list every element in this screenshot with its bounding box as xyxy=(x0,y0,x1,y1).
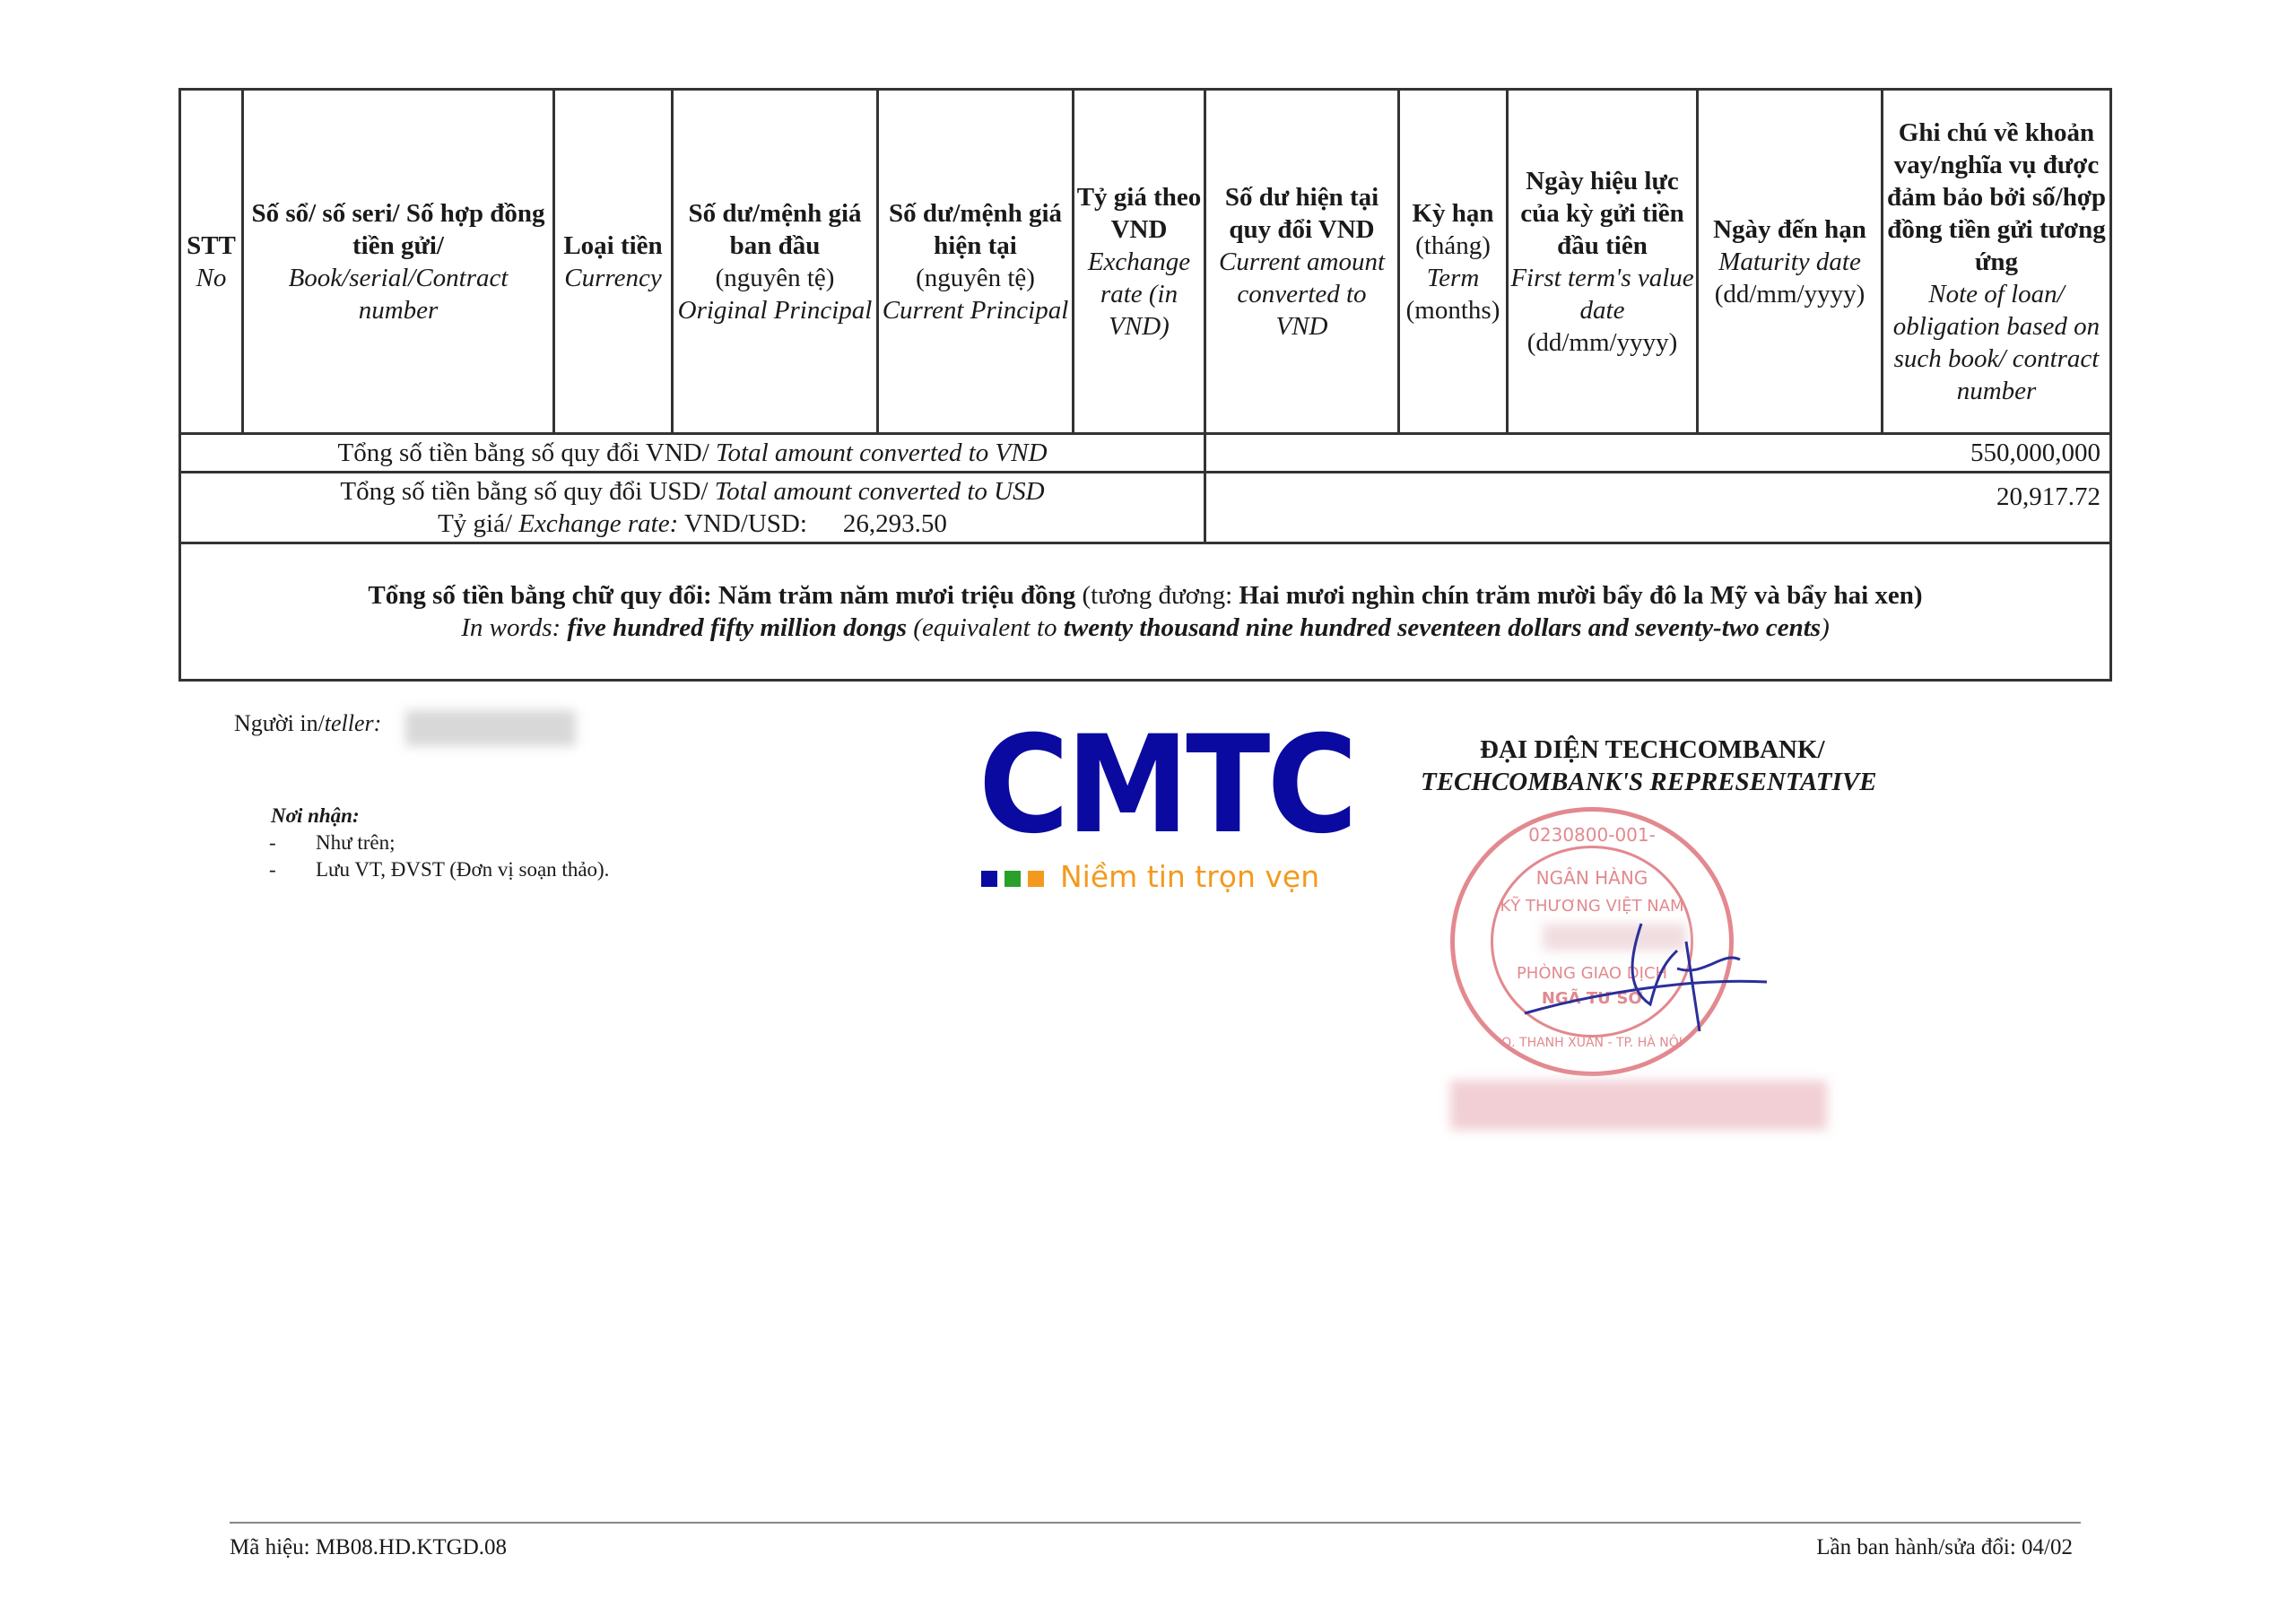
header-vi: Số sổ/ số seri/ Số hợp đồng tiền gửi/ xyxy=(251,198,545,260)
stamp-text: Q. THANH XUÂN - TP. HÀ NỘI xyxy=(1501,1036,1683,1050)
logo-tagline xyxy=(981,859,1319,895)
revision-number: Lần ban hành/sửa đổi: 04/02 xyxy=(1816,1535,2073,1559)
stamp-text: NGÂN HÀNG xyxy=(1535,867,1648,889)
recipient-item: - Như trên; xyxy=(269,831,396,854)
redacted-teller-name xyxy=(405,710,576,746)
header-en-sub: (dd/mm/yyyy) xyxy=(1526,327,1678,357)
label-vi: Tổng số tiền bằng số quy đổi USD/ xyxy=(340,477,715,506)
header-vi: STT xyxy=(187,230,236,260)
words-equiv-vi: Hai mươi nghìn chín trăm mười bẩy đô la Mỹ và bẩy hai xen) xyxy=(1239,581,1923,610)
header-vi-sub: (nguyên tệ) xyxy=(715,263,835,292)
deposit-table xyxy=(178,88,2112,682)
header-en: Maturity date xyxy=(1718,247,1861,276)
rate-label-en: Exchange rate: xyxy=(518,509,679,538)
header-exchange-rate xyxy=(1074,90,1205,434)
teller-line xyxy=(234,710,381,737)
header-en: Original Principal xyxy=(677,295,873,325)
header-en: Exchange rate (in VND) xyxy=(1087,247,1191,341)
header-en: Current Principal xyxy=(882,295,1069,325)
form-code: Mã hiệu: MB08.HD.KTGD.08 xyxy=(230,1535,508,1559)
total-usd-value: 20,917.72 xyxy=(1205,473,2111,543)
header-vi: Ghi chú về khoản vay/nghĩa vụ được đảm bảo bởi số/hợp đồng tiền gửi tương ứng xyxy=(1886,117,2107,276)
total-usd-row xyxy=(180,473,2111,543)
header-vi: Ngày hiệu lực của kỳ gửi tiền đầu tiên xyxy=(1520,166,1684,260)
footer-divider xyxy=(230,1522,2081,1524)
header-maturity-date xyxy=(1698,90,1883,434)
header-vi: Ngày đến hạn xyxy=(1713,214,1866,244)
header-vi: Tỷ giá theo VND xyxy=(1076,182,1202,244)
recipient-text: Như trên; xyxy=(316,831,396,854)
total-vnd-row xyxy=(180,434,2111,473)
signature-icon xyxy=(1507,897,1776,1040)
header-note xyxy=(1883,90,2111,434)
header-original-principal xyxy=(673,90,878,434)
in-words-cell xyxy=(180,543,2111,681)
total-vnd-label xyxy=(180,434,1205,473)
rate-label-vi: Tỷ giá/ xyxy=(438,509,519,538)
tagline-text: Niềm tin trọn vẹn xyxy=(1060,859,1320,894)
header-en: Term xyxy=(1426,263,1480,292)
total-usd-label xyxy=(180,473,1205,543)
representative-en: TECHCOMBANK'S REPRESENTATIVE xyxy=(1421,768,1877,796)
header-currency xyxy=(554,90,673,434)
header-en: Book/serial/Contract number xyxy=(288,263,509,325)
header-value-date xyxy=(1508,90,1698,434)
words-equiv-en: twenty thousand nine hundred seventeen dollars and seventy-two cents xyxy=(1063,613,1822,642)
header-en-sub: (dd/mm/yyyy) xyxy=(1714,279,1866,308)
header-term xyxy=(1399,90,1508,434)
in-words-row xyxy=(180,543,2111,681)
stamp-text: 0230800-001- xyxy=(1528,824,1656,846)
header-en-sub: (months) xyxy=(1405,295,1500,325)
logo-squares-icon xyxy=(981,859,1051,895)
header-vi: Số dư hiện tại quy đổi VND xyxy=(1224,182,1379,244)
total-vnd-value: 550,000,000 xyxy=(1205,434,2111,473)
label-en: Total amount converted to USD xyxy=(714,477,1045,506)
recipient-item: - Lưu VT, ĐVST (Đơn vị soạn thảo). xyxy=(269,858,610,881)
rate-value: 26,293.50 xyxy=(842,509,947,538)
header-vi-sub: (tháng) xyxy=(1415,230,1491,260)
header-no xyxy=(180,90,243,434)
words-vi: Tổng số tiền bằng chữ quy đổi: Năm trăm năm mươi triệu đồng xyxy=(368,581,1076,610)
words-paren-vi: (tương đương: xyxy=(1075,581,1239,610)
header-vi-sub: (nguyên tệ) xyxy=(916,263,1035,292)
label-en: Total amount converted to VND xyxy=(716,439,1048,467)
recipients-title: Nơi nhận: xyxy=(271,804,360,827)
header-en: Current amount converted to VND xyxy=(1218,247,1386,341)
recipient-text: Lưu VT, ĐVST (Đơn vị soạn thảo). xyxy=(316,858,610,881)
table-header-row xyxy=(180,90,2111,434)
header-en: Currency xyxy=(564,263,662,292)
rate-pair: VND/USD: xyxy=(678,509,807,538)
stamp-text: KỸ THƯƠNG VIỆT NAM xyxy=(1500,897,1684,916)
teller-label-en: teller: xyxy=(324,710,382,736)
header-vi: Số dư/mệnh giá ban đầu xyxy=(688,198,862,260)
header-vi: Loại tiền xyxy=(563,230,663,260)
header-book-serial xyxy=(243,90,554,434)
words-label-en: In words: xyxy=(461,613,568,642)
header-en: First term's value date xyxy=(1510,263,1694,325)
header-en: Note of loan/ obligation based on such book/ contract number xyxy=(1892,279,2100,405)
words-paren-en: (equivalent to xyxy=(907,613,1064,642)
header-current-principal xyxy=(878,90,1074,434)
representative-vi: ĐẠI DIỆN TECHCOMBANK/ xyxy=(1480,735,1825,764)
redacted-signatory-name xyxy=(1450,1081,1827,1130)
words-dongs-en: five hundred fifty million dongs xyxy=(567,613,908,642)
cmtc-logo: CMTC xyxy=(978,708,1355,864)
header-vi: Kỳ hạn xyxy=(1412,198,1494,228)
header-vi: Số dư/mệnh giá hiện tại xyxy=(888,198,1063,260)
label-vi: Tổng số tiền bằng số quy đổi VND/ xyxy=(337,439,717,467)
words-close-en: ) xyxy=(1821,613,1830,642)
stamp-text: PHÒNG GIAO DỊCH xyxy=(1516,964,1668,983)
stamp-text: NGÃ TƯ SỞ xyxy=(1541,989,1643,1008)
header-current-amount-vnd xyxy=(1205,90,1399,434)
recipients xyxy=(271,803,609,883)
teller-label-vi: Người in/ xyxy=(234,710,325,736)
header-en: No xyxy=(196,263,227,292)
